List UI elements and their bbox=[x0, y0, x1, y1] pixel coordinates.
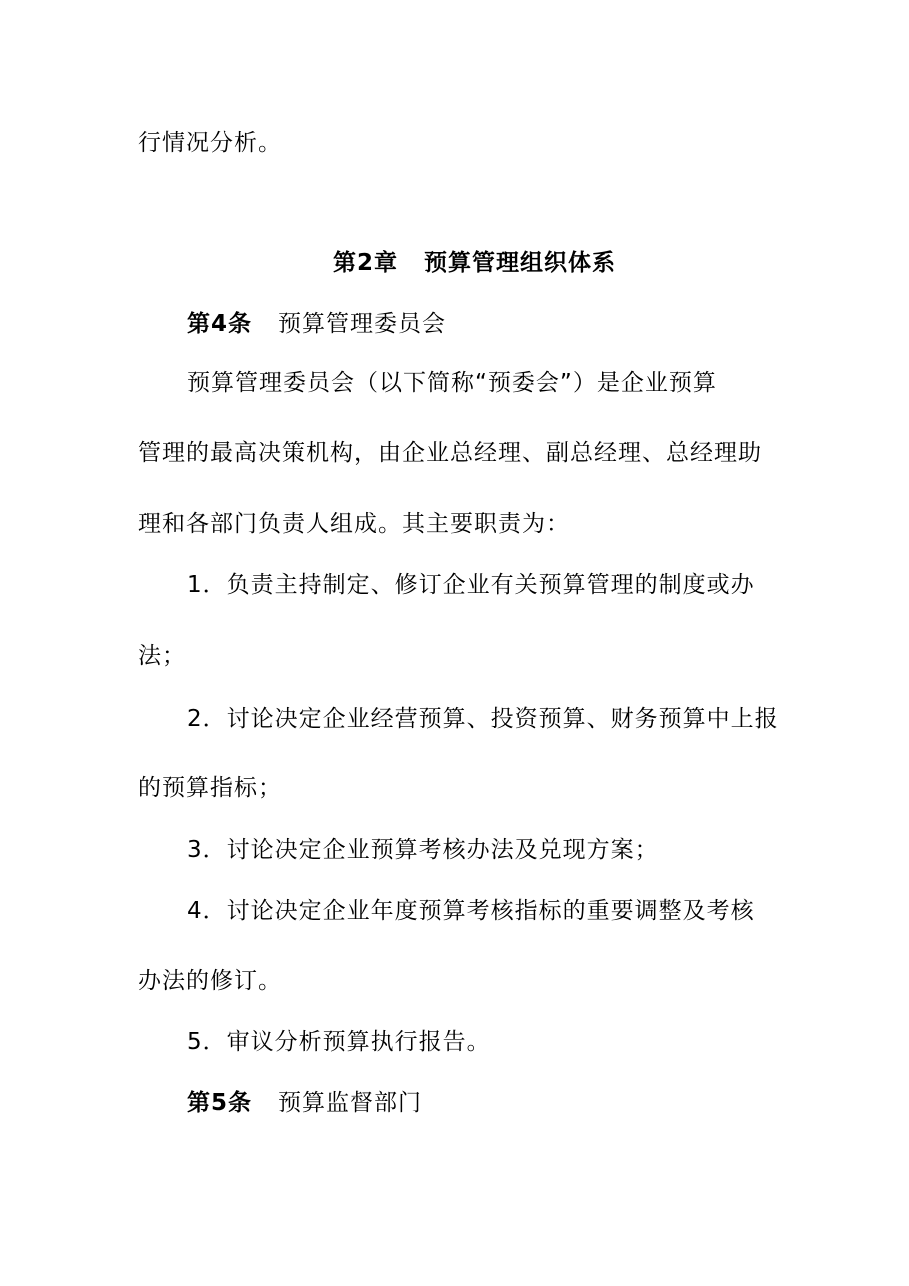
article-4-label: 第4条 bbox=[187, 311, 253, 337]
item-4-line-1: 4．讨论决定企业年度预算考核指标的重要调整及考核 bbox=[187, 898, 755, 924]
intro-line-3: 理和各部门负责人组成。其主要职责为： bbox=[138, 511, 570, 537]
item-1-line-2: 法； bbox=[138, 643, 186, 669]
item-2-line-2: 的预算指标； bbox=[138, 775, 282, 801]
article-4-title: 预算管理委员会 bbox=[278, 311, 447, 337]
chapter-title: 预算管理组织体系 bbox=[424, 250, 617, 276]
intro-line-2: 管理的最高决策机构，由企业总经理、副总经理、总经理助 bbox=[138, 440, 762, 466]
article-5-heading bbox=[187, 1088, 422, 1118]
item-5-line-1: 5．审议分析预算执行报告。 bbox=[187, 1029, 491, 1055]
item-1-line-1: 1．负责主持制定、修订企业有关预算管理的制度或办 bbox=[187, 572, 755, 598]
paragraph-tail: 行情况分析。 bbox=[138, 130, 282, 156]
item-3-line-1: 3．讨论决定企业预算考核办法及兑现方案； bbox=[187, 837, 659, 863]
article-5-title: 预算监督部门 bbox=[278, 1090, 423, 1116]
chapter-number: 第2章 bbox=[333, 250, 399, 276]
article-4-heading bbox=[187, 309, 446, 339]
intro-line-1: 预算管理委员会（以下简称“预委会”）是企业预算 bbox=[187, 370, 717, 396]
chapter-heading bbox=[333, 248, 616, 278]
article-5-label: 第5条 bbox=[187, 1090, 253, 1116]
item-2-line-1: 2．讨论决定企业经营预算、投资预算、财务预算中上报 bbox=[187, 706, 779, 732]
item-4-line-2: 办法的修订。 bbox=[138, 968, 282, 994]
